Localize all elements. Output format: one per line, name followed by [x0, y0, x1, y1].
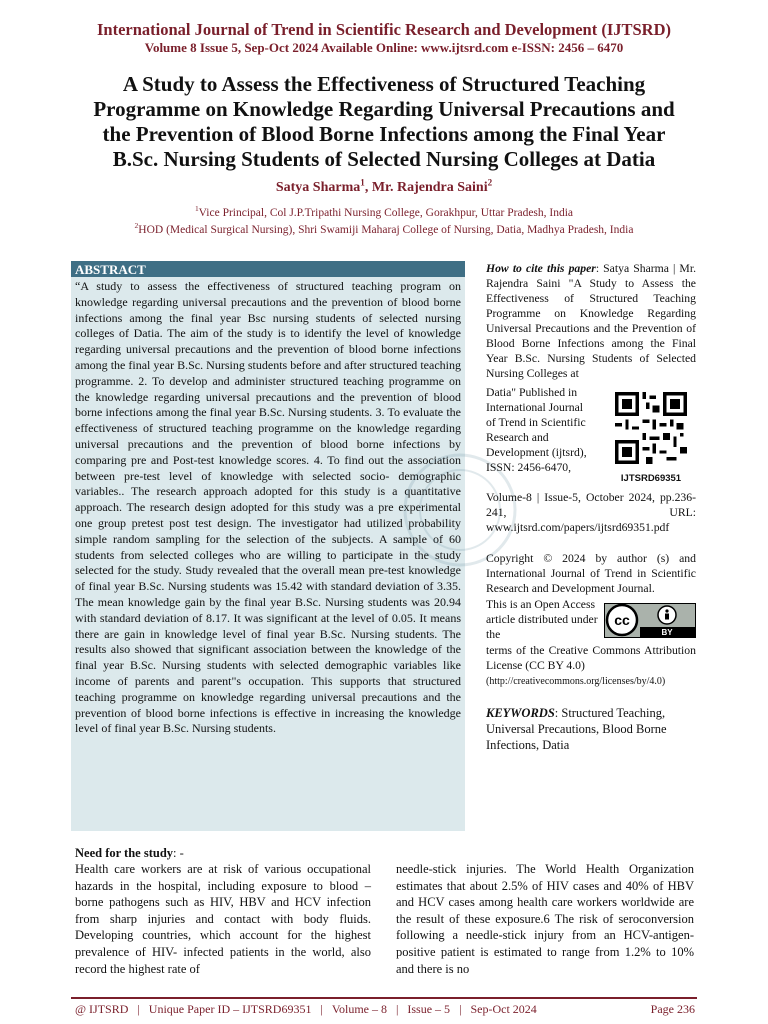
- journal-name: International Journal of Trend in Scientific Research and Development (IJTSRD): [97, 20, 671, 39]
- footer-volume: Volume – 8: [331, 1002, 387, 1016]
- author-list: [0, 177, 768, 196]
- qr-code-block[interactable]: [604, 392, 698, 484]
- by-badge-text: BY: [661, 628, 673, 637]
- title-line: A Study to Assess the Effectiveness of Structured Teaching: [122, 72, 646, 96]
- copyright-text: Copyright © 2024 by author (s) and International Journal of Trend in Scientific Research and Development Journal.: [486, 552, 696, 595]
- author-separator: ,: [364, 180, 372, 195]
- body-column-right: needle-stick injuries. The World Health Organization estimates that about 2.5% of HIV cases and 40% of HBV and HCV cases among health care workers worldwide are the result of these exposure.6 The risk of seroconversion following a needle-stick injury from an HCV-antigen-positive patient is estimated to range from 1.2% to 10% and there is no: [396, 862, 694, 976]
- cc-by-license-icon[interactable]: [604, 603, 696, 638]
- qr-paper-id: IJTSRD69351: [620, 473, 682, 484]
- affiliation-sup: 1: [194, 204, 199, 214]
- license-text: terms of the Creative Commons Attribution License (CC BY 4.0): [486, 644, 696, 672]
- citation-text-tail: Volume-8 | Issue-5, October 2024, pp.236-241, URL: www.ijtsrd.com/papers/ijtsrd69351.pdf: [486, 491, 696, 534]
- footer-left: [75, 1002, 537, 1017]
- citation-block: [486, 261, 696, 381]
- paper-title: [50, 72, 718, 172]
- title-line: the Prevention of Blood Borne Infections among the Final Year: [102, 122, 666, 146]
- title-line: Programme on Knowledge Regarding Universal Precautions and: [93, 97, 675, 121]
- footer-separator: |: [137, 1002, 140, 1016]
- citation-label: How to cite this paper: [486, 262, 596, 275]
- affiliation-text: HOD (Medical Surgical Nursing), Shri Swamiji Maharaj College of Nursing, Datia, Madhya Pradesh, India: [138, 224, 634, 236]
- footer-date: Sep-Oct 2024: [470, 1002, 537, 1016]
- affiliation: [0, 221, 768, 236]
- footer-paper-id: Unique Paper ID – IJTSRD69351: [148, 1002, 312, 1016]
- section-heading-text: Need for the study: [75, 846, 174, 860]
- footer-site: @ IJTSRD: [75, 1002, 129, 1016]
- citation-colon: :: [595, 262, 600, 275]
- page-footer: [75, 1002, 695, 1017]
- section-heading: [75, 846, 184, 861]
- volume-line: Volume 8 Issue 5, Sep-Oct 2024 Available Online: www.ijtsrd.com e-ISSN: 2456 – 6470: [144, 40, 624, 55]
- affiliation-sup: 2: [134, 221, 139, 231]
- affiliation: [0, 204, 768, 219]
- keywords-label: KEYWORDS: [486, 706, 555, 720]
- section-heading-suffix: : -: [173, 846, 184, 860]
- qr-code-icon: [610, 392, 692, 464]
- body-column-left: Health care workers are at risk of various occupational hazards in the hospital, including exposure to blood – borne pathogens such as HIV, HBV and HCV infection from sharp injuries and contact with body fluids. Developing countries, which account for the highest prevalence of HIV- infected patients in the world, also record the highest rate of: [75, 862, 371, 976]
- footer-separator: |: [459, 1002, 462, 1016]
- cc-badge-text: cc: [614, 612, 630, 628]
- author-sup: 1: [360, 177, 365, 188]
- keywords-text: : Structured Teaching, Universal Precautions, Blood Borne Infections, Datia: [486, 706, 667, 752]
- footer-separator: |: [320, 1002, 323, 1016]
- citation-text-narrow: Datia" Published in International Journal of Trend in Scientific Research and Development (ijtsrd), ISSN: 2456-6470,: [486, 386, 587, 474]
- keywords: [486, 705, 696, 753]
- footer-separator: |: [395, 1002, 399, 1016]
- citation-text: Satya Sharma | Mr. Rajendra Saini "A Study to Assess the Effectiveness of Structured Teaching Programme on Knowledge Regarding Universal Precautions and the Prevention of Blood Borne Infections among the Final Year B.Sc. Nursing Students of Selected Nursing Colleges at: [486, 262, 696, 380]
- page-number: Page 236: [650, 1002, 695, 1016]
- copyright-text-narrow: This is an Open Access article distributed under the: [486, 598, 598, 641]
- abstract-heading: ABSTRACT: [71, 261, 465, 277]
- affiliation-text: Vice Principal, Col J.P.Tripathi Nursing College, Gorakhpur, Uttar Pradesh, India: [198, 207, 574, 219]
- author-name: Satya Sharma: [275, 180, 361, 195]
- copyright-text-tail: [486, 643, 696, 689]
- footer-issue: Issue – 5: [407, 1002, 451, 1016]
- author-sup: 2: [487, 177, 493, 188]
- title-line: B.Sc. Nursing Students of Selected Nursing Colleges at Datia: [112, 147, 656, 171]
- footer-rule: [71, 997, 697, 999]
- abstract-text: “A study to assess the effectiveness of structured teaching program on knowledge regarding universal precautions and the prevention of blood borne infections among the final year Bsc nursing students of selected nursing colleges of Datia. The aim of the study is to identify the level of knowledge regarding universal precautions and the prevention of blood borne infections among the final year B.Sc. Nursing students before and after structured teaching programme. 2. To develop and administer structured teaching programme on the knowledge regarding universal precautions and the prevention of blood borne infections among the final year B.Sc. Nursing students. 3. To evaluate the effectiveness of structured teaching programme on the knowledge regarding universal precautions and the prevention of blood borne infections by comparing pre and Post-test knowledge scores. 4. To find out the association between pre-test level of knowledge with selected socio- demographic variables.. The research approach adopted for this study is a quantitative approach. The research design adopted for this study was a pre experimental one group pretest post test design. The investigator had utilized probability simple random sampling for the selection of the subjects. A sample of 60 students from selected colleges who are willing to participate in the study selected for the study. Study revealed that the overall mean pre-test knowledge of final year B.Sc. Nursing students was 15.42 with standard deviation of 3.35. The mean knowledge gain by the final year B.Sc. Nursing students was 20.94 with standard deviation of 8.17. It was significant at the level of 0.05. It means there are gain in knowledge level of final year B.Sc. Nursing students. The results also showed that significant association between the knowledge of the final year B.Sc. Nursing students with selected demographic variables like income of parents and parent"s occupation. This supports that structured teaching programme on knowledge regarding universal precautions and the prevention of blood borne infections is effective in increasing the knowledge level of final year B.Sc. Nursing students.: [75, 279, 461, 736]
- license-url[interactable]: (http://creativecommons.org/licenses/by/4.0): [486, 676, 666, 687]
- author-name: Mr. Rajendra Saini: [371, 180, 488, 195]
